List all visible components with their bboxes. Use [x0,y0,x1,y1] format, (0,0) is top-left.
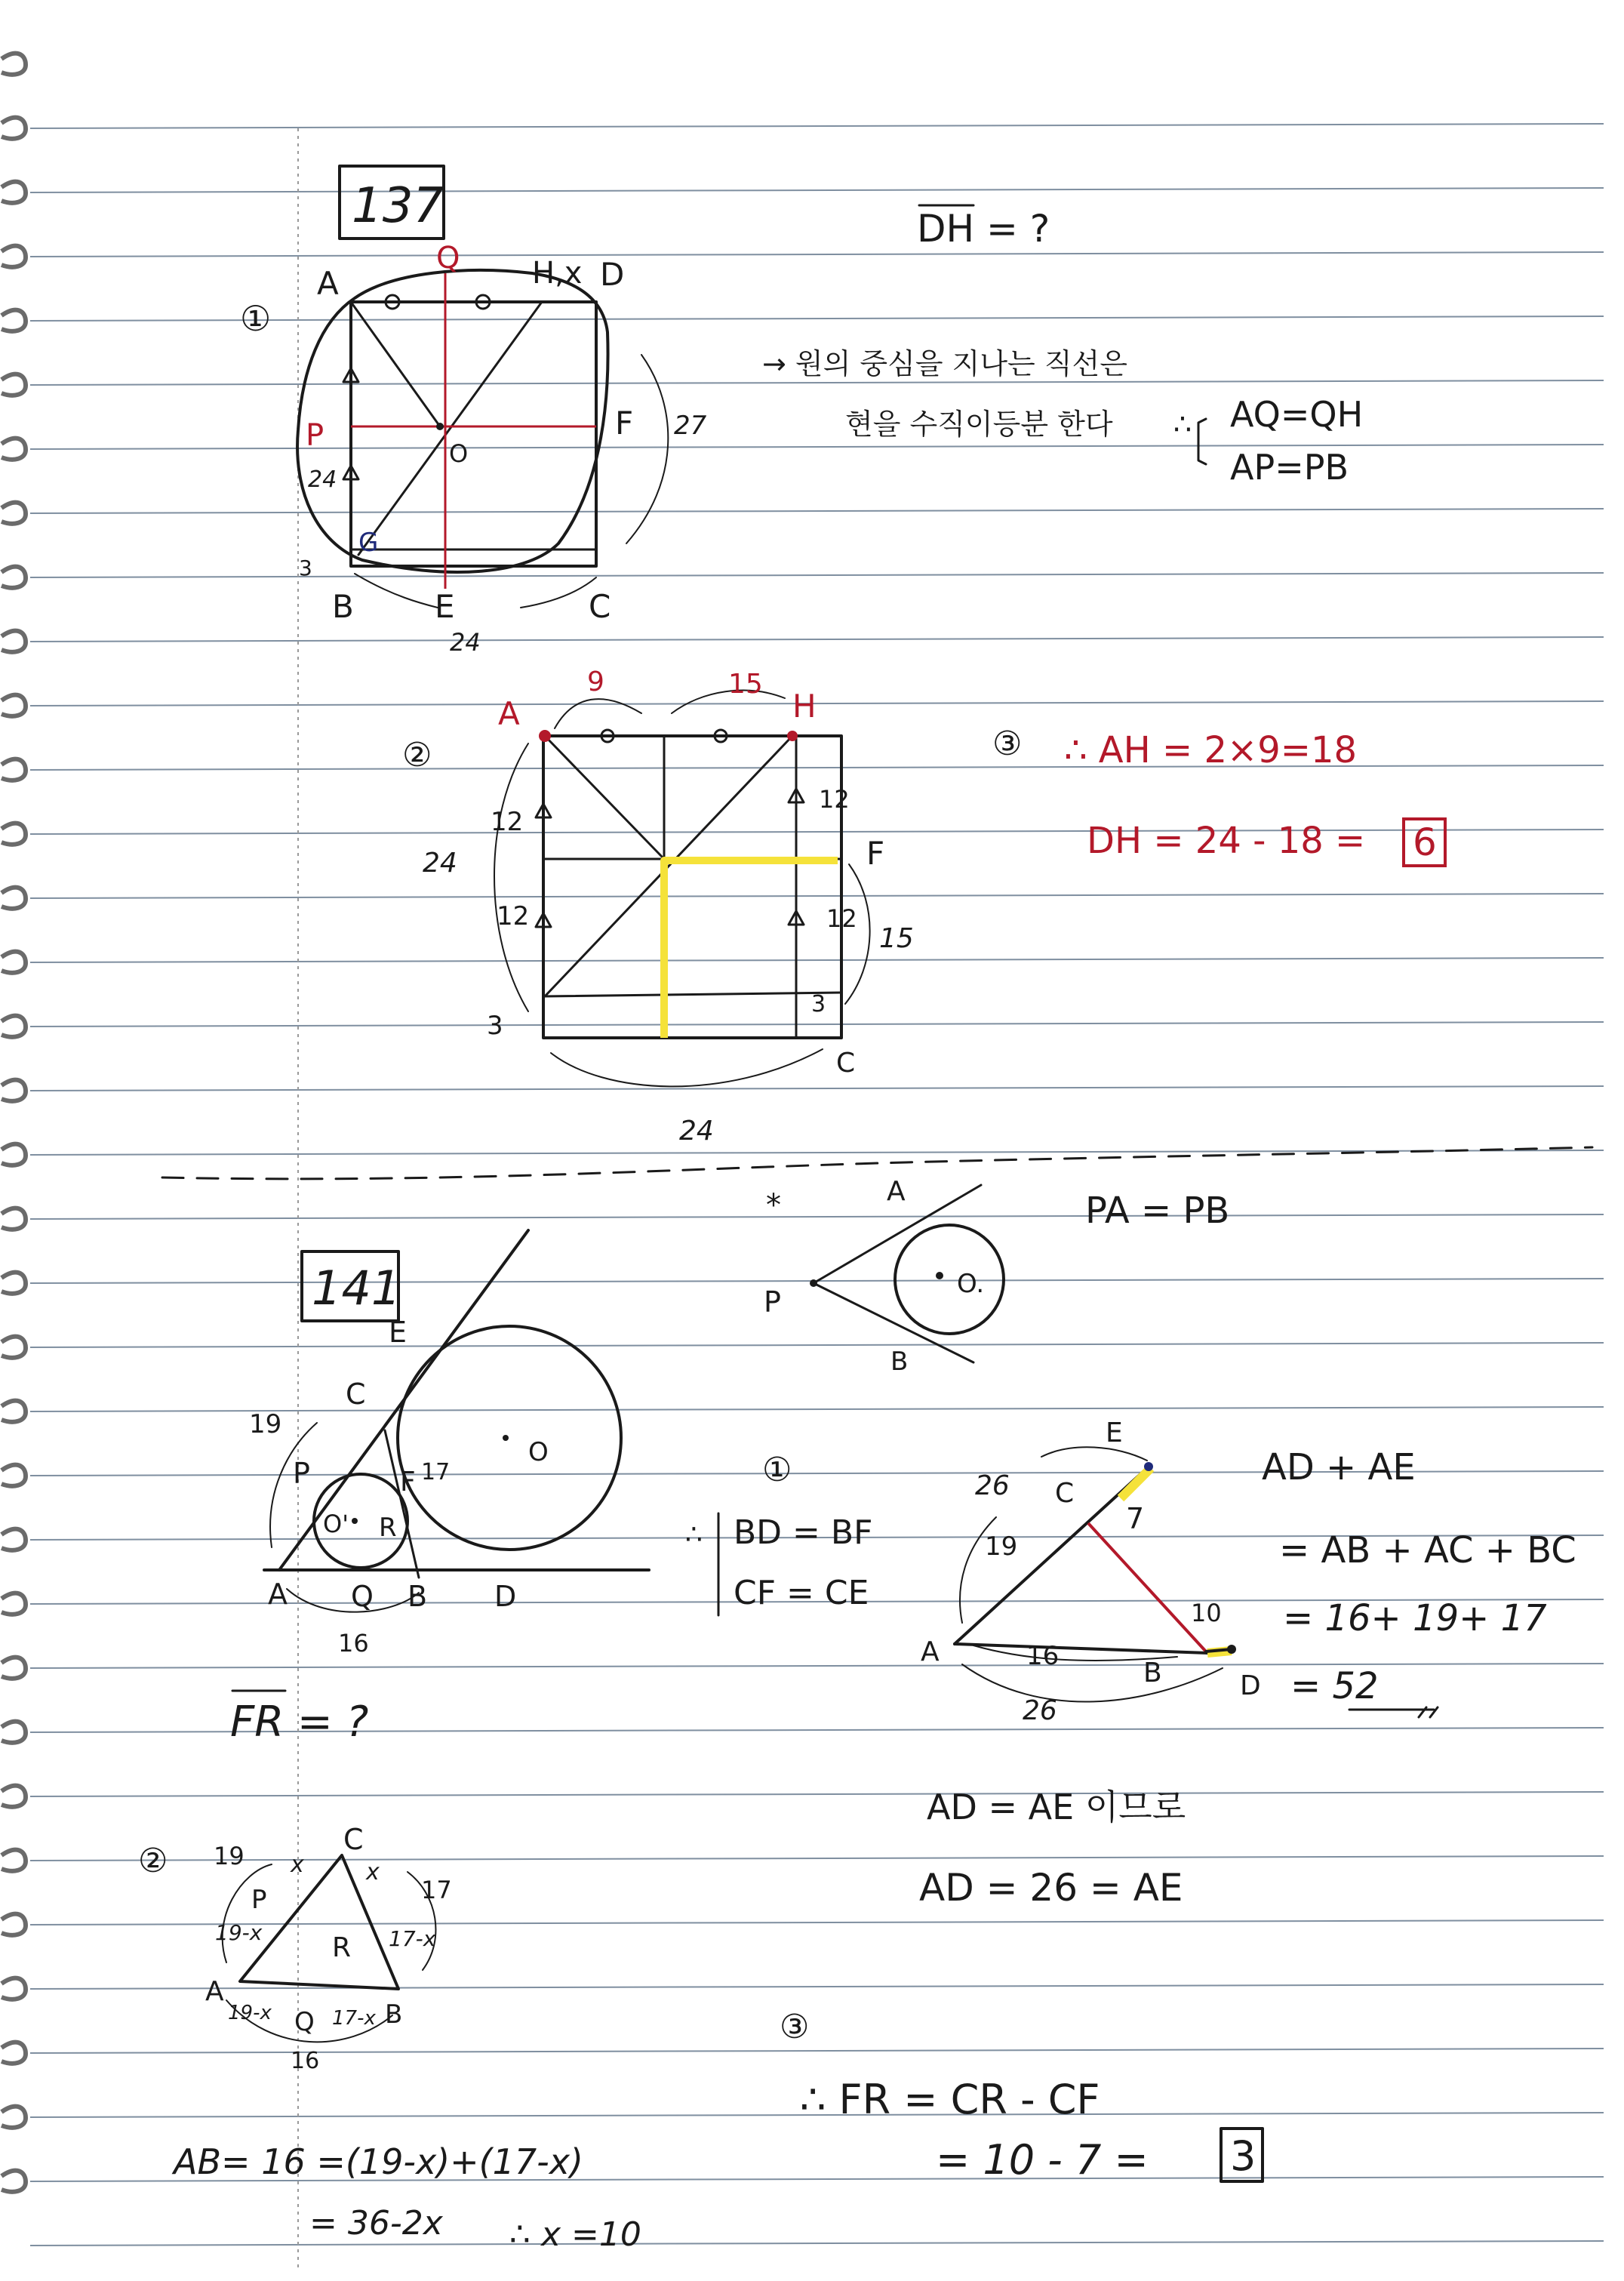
f141-16: 16 [338,1629,369,1658]
spiral-ring [2,1658,26,1679]
step2-marker: ② [402,736,432,774]
problem-137-number: 137 [352,178,444,234]
step2-h: H [792,688,817,725]
spiral-ring [2,2042,26,2064]
spiral-ring [2,374,26,396]
spiral-ring [2,246,26,267]
ruled-line [30,1150,1604,1155]
spiral-ring [2,1786,26,1807]
therefore-1: ∴ [1173,408,1192,441]
s2-eq2: = 36-2x [309,2204,443,2243]
s2-c: C [343,1823,364,1856]
ruled-line [30,573,1604,577]
ruled-line [30,188,1604,192]
label-f: F [615,405,634,442]
point-h-red [787,731,798,741]
label-d: D [600,256,625,293]
answer-141: 3 [1230,2132,1256,2180]
label-24-left: 24 [308,466,337,493]
s1f-10: 10 [1191,1599,1222,1627]
f141-d: D [494,1580,517,1613]
step2-12b: 12 [497,901,530,931]
s2-marker: ② [138,1842,168,1880]
s1f-7: 7 [1126,1502,1145,1535]
label-o: O [449,439,469,468]
spiral-ring [2,631,26,652]
f141-17: 17 [421,1459,451,1485]
f141-o: O [528,1437,549,1467]
ruled-line [30,701,1604,706]
s2-r: R [332,1932,352,1963]
circle-note [895,1225,1004,1334]
arc-bottom-24 [551,1049,823,1086]
s1-line-cb [1088,1523,1206,1651]
arc-right-15 [845,864,870,1004]
center-dot [936,1272,943,1279]
ruled-line [30,830,1604,834]
line-a-o [351,302,440,426]
s3-marker: ③ [780,2008,810,2046]
s2-q: Q [294,2007,315,2037]
step2-24: 24 [423,848,457,879]
note-a: A [887,1176,906,1207]
point-o [436,423,444,430]
s2-eq3: ∴ x =10 [509,2215,641,2254]
ruled-line [30,958,1604,962]
label-g: G [358,528,379,558]
ruled-line [30,765,1604,770]
s1f-c: C [1055,1478,1075,1509]
s1-cf-ce: CF = CE [734,1574,869,1612]
step2-15: 15 [728,669,763,700]
ruled-line [30,637,1604,642]
step2-15r: 15 [879,923,914,954]
label-a: A [317,265,339,302]
figure-141-step2 [205,1823,452,2074]
f141-c: C [346,1378,366,1411]
f141-a: A [268,1578,288,1611]
ruled-line [30,1214,1604,1219]
ruled-lines [30,124,1604,2246]
step3-marker: ③ [992,725,1023,763]
label-27: 27 [674,411,707,441]
ruled-line [30,380,1604,385]
spiral-ring [2,1401,26,1422]
ruled-line [30,2241,1604,2246]
spiral-ring [2,439,26,460]
s1f-e: E [1106,1418,1123,1448]
line-h-g [358,302,542,555]
spiral-ring [2,118,26,139]
spiral-ring [2,310,26,331]
label-q: Q [436,241,460,276]
s2-x1: x [291,1852,304,1878]
s1f-a: A [921,1636,940,1667]
label-3: 3 [299,556,312,580]
spiral-ring [2,695,26,716]
s1-dot-e [1144,1462,1153,1471]
step3-line2: DH = 24 - 18 = [1087,820,1366,862]
s1f-26bottom: 26 [1023,1695,1057,1726]
step2-3r: 3 [811,991,826,1017]
spiral-ring [2,888,26,909]
spiral-ring [2,1593,26,1615]
s1-dot-d [1227,1645,1236,1654]
label-e: E [435,588,455,625]
step2-12c: 12 [819,785,850,814]
f141-r: R [379,1513,397,1543]
s2-x2: x [366,1859,380,1885]
s2-19: 19 [214,1842,245,1870]
ruled-line [30,1792,1604,1796]
step2-9: 9 [587,666,604,697]
s1f-16: 16 [1026,1641,1060,1671]
s2-b17x: 17-x [332,2007,376,2030]
brace [1198,419,1206,464]
s2-17: 17 [421,1876,452,1904]
ruled-line [30,1022,1604,1027]
s1-conc2: AD = 26 = AE [919,1866,1183,1910]
spiral-ring [2,1080,26,1101]
s1f-b: B [1143,1658,1162,1688]
spiral-ring [2,182,26,203]
ruled-line [30,1086,1604,1091]
arc-bottom [355,574,438,608]
ruled-line [30,124,1604,128]
s1-sum1: AD + AE [1262,1446,1416,1488]
spiral-ring [2,1529,26,1550]
arc-bottom-2 [521,577,596,608]
s1-sum4: = 52 [1290,1665,1379,1707]
spiral-ring [2,1337,26,1358]
s2-16: 16 [291,2048,320,2074]
ruled-line [30,509,1604,513]
step2-12d: 12 [826,904,857,933]
ruled-line [30,1920,1604,1925]
spiral-binding [2,54,26,2192]
spiral-ring [2,823,26,845]
spiral-ring [2,759,26,780]
s2-19x: 19-x [215,1920,263,1945]
s2-17x: 17-x [389,1926,436,1951]
spiral-ring [2,1914,26,1935]
figure-137-step2 [402,666,914,1147]
step2-c: C [836,1048,856,1079]
dot-o [503,1435,509,1441]
tangent-note-figure [764,1176,1004,1377]
s2-b: B [385,1999,403,2030]
note-line2: 현을 수직이등분 한다 [845,408,1113,441]
label-c: C [589,588,611,625]
ruled-line [30,252,1604,257]
spiral-ring [2,567,26,588]
spiral-ring [2,1016,26,1037]
arc-left-24 [494,743,528,1011]
s1-marker: ① [762,1451,792,1489]
point-p [810,1279,817,1287]
spiral-ring [2,2171,26,2192]
eq-aq-qh: AQ=QH [1230,394,1364,435]
s3-line1: ∴ FR = CR - CF [800,2076,1100,2123]
big-circle-o [398,1326,621,1550]
s2-p: P [251,1885,267,1915]
s1-bd-bf: BD = BF [734,1513,873,1552]
star: * [766,1188,781,1223]
answer-137: 6 [1413,820,1437,864]
step2-12a: 12 [491,807,524,837]
s1-therefore: ∴ [685,1519,703,1550]
problem-141-number: 141 [312,1261,401,1316]
spiral-ring [2,1465,26,1486]
step2-24b: 24 [679,1116,714,1147]
step3-line1: ∴ AH = 2×9=18 [1064,729,1358,771]
spiral-ring [2,503,26,524]
s1f-26top: 26 [975,1470,1010,1501]
figure-141 [249,1230,649,1658]
eq-ap-pb: AP=PB [1230,447,1349,488]
s1-line-ab [955,1644,1207,1653]
spiral-ring [2,1850,26,1871]
step2-3l: 3 [487,1011,503,1041]
s1-sum4-underline [1349,1707,1438,1717]
spiral-ring [2,1273,26,1294]
f141-b: B [408,1580,428,1613]
s2-eq1: AB= 16 =(19-x)+(17-x) [174,2141,583,2182]
eq-pa-pb: PA = PB [1085,1190,1230,1232]
step-marker: ① [240,298,272,339]
spiral-ring [2,1722,26,1743]
figure-141-step1 [921,1418,1261,1726]
question-fr: FR = ? [230,1698,369,1747]
label-p: P [306,418,324,453]
f141-oprime: O' [323,1510,349,1538]
f141-e: E [389,1316,408,1349]
f141-19: 19 [249,1409,282,1439]
note-o: O. [957,1269,985,1299]
square-abcd [351,302,596,566]
note-p: P [764,1285,781,1319]
spiral-ring [2,1978,26,1999]
note-line1: → 원의 중심을 지나는 직선은 [762,347,1127,380]
ruled-line [30,445,1604,449]
s1f-d: D [1240,1670,1261,1701]
s1-arc-26top [1041,1447,1147,1461]
s1-conc1: AD = AE 이므로 [927,1787,1186,1827]
ruled-line [30,1984,1604,1989]
point-a-red [539,730,551,742]
label-24-bottom: 24 [450,628,481,657]
question-dh: DH = ? [917,207,1050,251]
spiral-ring [2,952,26,973]
s1f-19: 19 [985,1531,1018,1562]
ruled-line [30,2049,1604,2053]
spiral-ring [2,54,26,75]
spiral-ring [2,1208,26,1230]
s2-a: A [205,1976,224,2007]
ruled-line [30,894,1604,898]
s1-arc-26bottom [962,1664,1223,1702]
line-c-b [385,1430,419,1578]
s3-line2: = 10 - 7 = [936,2136,1149,2184]
ruled-line [30,1343,1604,1347]
s1-sum2: = AB + AC + BC [1279,1529,1576,1571]
spiral-ring [2,2107,26,2128]
circle-o [297,270,607,572]
label-h: H,x [532,256,583,291]
f141-f: F [400,1467,416,1498]
step2-a: A [498,695,520,732]
figure-137-step1 [240,241,707,657]
f141-q: Q [351,1580,374,1613]
dot-o-prime [352,1518,358,1524]
spiral-ring [2,1144,26,1165]
f141-p: P [293,1457,310,1490]
s2-b19x: 19-x [228,2002,272,2024]
step2-f: F [866,835,885,872]
ruled-line [30,1856,1604,1861]
note-b: B [890,1347,909,1377]
diag-a-o [545,736,664,859]
label-b: B [332,588,354,625]
s1-sum3: = 16+ 19+ 17 [1283,1597,1547,1639]
